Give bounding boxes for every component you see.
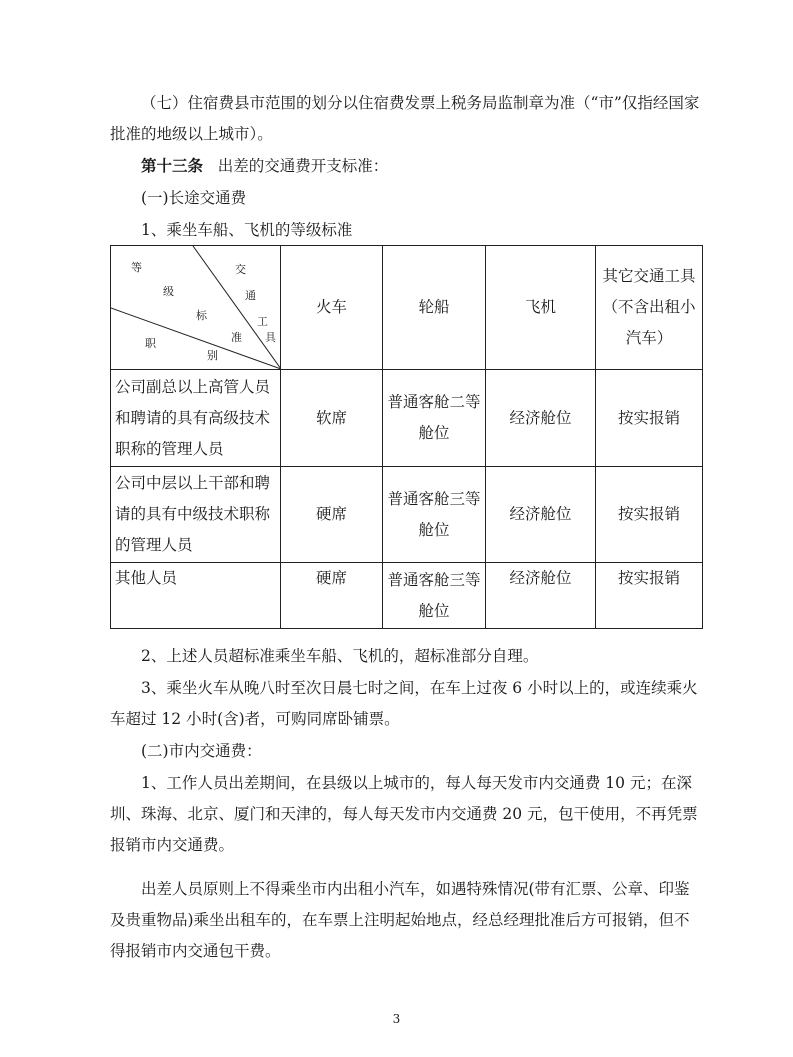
diag-char: 准 (231, 331, 242, 344)
table-header-row (111, 246, 703, 370)
diag-char: 交 (235, 263, 246, 276)
row-other: 按实报销 (596, 563, 703, 629)
diagonal-header-cell (111, 246, 281, 370)
diag-char: 别 (207, 349, 218, 362)
diag-char: 通 (245, 289, 256, 302)
diag-char: 具 (265, 331, 276, 344)
header-train: 火车 (281, 246, 383, 370)
table-row (111, 467, 703, 563)
item-3: 3、乘坐火车从晚八时至次日晨七时之间，在车上过夜 6 小时以上的，或连续乘火车超过 12 小时(含)者，可购同席卧铺票。 (110, 679, 698, 728)
taxi-paragraph: 出差人员原则上不得乘坐市内出租小汽车，如遇特殊情况(带有汇票、公章、印鉴及贵重物品)乘坐出租车的，在车票上注明起始地点，经总经理批准后方可报销，但不得报销市内交通包干费。 (110, 880, 690, 960)
header-plane: 飞机 (486, 246, 596, 370)
row-role: 公司中层以上干部和聘请的具有中级技术职称的管理人员 (111, 467, 281, 563)
row-train: 硬席 (281, 563, 383, 629)
page-number: 3 (392, 1012, 401, 1026)
row-role: 其他人员 (111, 563, 281, 629)
table-row (111, 370, 703, 467)
row-other: 按实报销 (596, 370, 703, 467)
header-other: 其它交通工具（不含出租小汽车） (596, 246, 703, 370)
article-13-label: 第十三条 (141, 156, 204, 175)
diag-char: 标 (196, 309, 207, 322)
table-row (111, 563, 703, 629)
article-13-text: 出差的交通费开支标准： (217, 157, 389, 175)
diag-char: 职 (145, 337, 156, 350)
item-1: 1、乘坐车船、飞机的等级标准 (141, 221, 353, 239)
row-ship: 普通客舱二等舱位 (383, 370, 486, 467)
row-ship: 普通客舱三等舱位 (383, 467, 486, 563)
header-ship: 轮船 (383, 246, 486, 370)
row-train: 硬席 (281, 467, 383, 563)
city-item-1: 1、工作人员出差期间，在县级以上城市的，每人每天发市内交通费 10 元；在深圳、珠海、北京、厦门和天津的，每人每天发市内交通费 20 元，包干使用，不再凭票报销市内交通费。 (110, 774, 698, 854)
diag-char: 等 (131, 261, 142, 274)
row-other: 按实报销 (596, 467, 703, 563)
row-plane: 经济舱位 (486, 563, 596, 629)
diag-char: 级 (163, 285, 174, 298)
row-plane: 经济舱位 (486, 467, 596, 563)
row-plane: 经济舱位 (486, 370, 596, 467)
clause-7: （七）住宿费县市范围的划分以住宿费发票上税务局监制章为准（“市”仅指经国家批准的地级以上城市）。 (110, 94, 700, 143)
row-ship: 普通客舱三等舱位 (383, 563, 486, 629)
item-2: 2、上述人员超标准乘坐车船、飞机的，超标准部分自理。 (141, 647, 539, 665)
diag-char: 工 (257, 315, 268, 328)
article-13 (110, 150, 700, 182)
row-train: 软席 (281, 370, 383, 467)
row-role: 公司副总以上高管人员和聘请的具有高级技术职称的管理人员 (111, 370, 281, 467)
transport-standard-table (110, 245, 703, 629)
city-heading: (二)市内交通费： (141, 742, 262, 760)
long-distance-heading: (一)长途交通费 (141, 189, 247, 207)
